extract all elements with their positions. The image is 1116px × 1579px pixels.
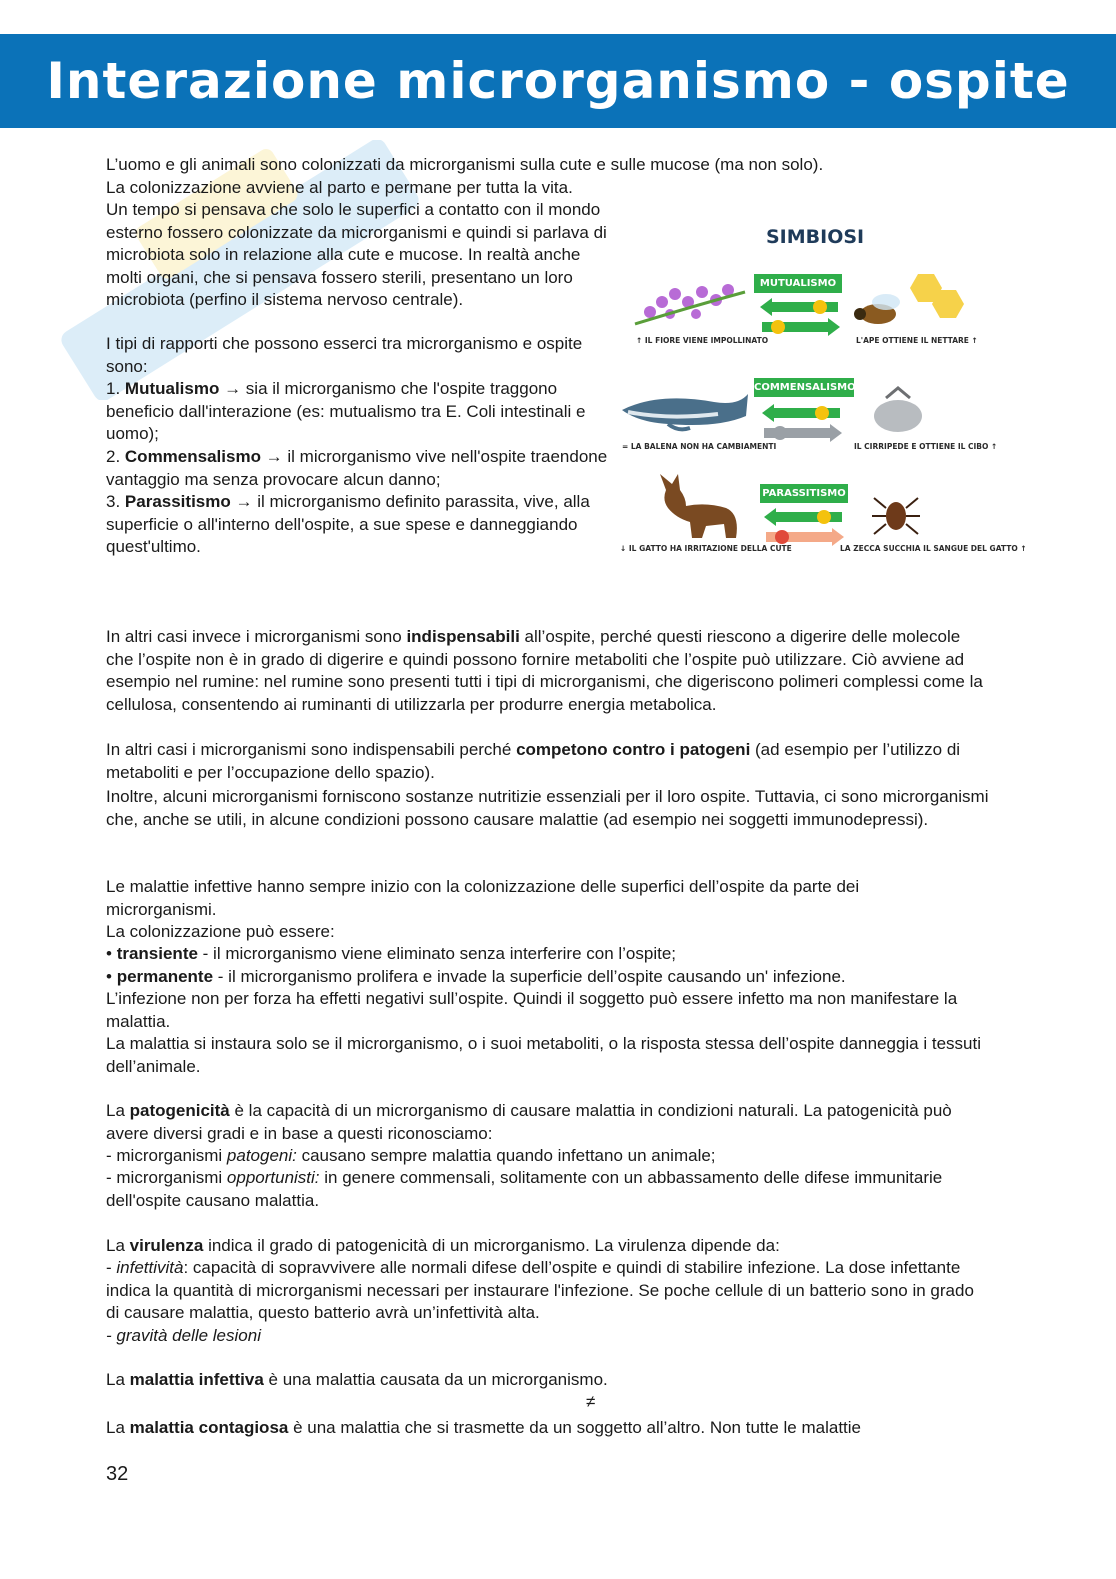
paragraph-malattia: La malattia si instaura solo se il microrganismo, o i suoi metaboliti, o la risposta stessa dell’ospite danneggia i tessuti dell’animale. <box>106 1034 981 1076</box>
term-virulenza: virulenza <box>129 1236 204 1255</box>
paragraph-malattia-infettiva: La malattia infettiva è una malattia causata da un microrganismo. <box>106 1370 608 1389</box>
paragraph-patogeni: In altri casi i microrganismi sono indispensabili perché competono contro i patogeni (ad esempio per l’utilizzo di metaboliti e per l’occupazione dello spazio). <box>106 740 961 782</box>
term-commensalismo: Commensalismo <box>124 447 261 466</box>
relation-mutualism: 1. Mutualismo → sia il microrganismo che l'ospite traggono beneficio dall'interazione (es: mutualismo tra E. Coli intestinali e uomo); <box>106 379 586 444</box>
list-patogeni: - microrganismi patogeni: causano sempre malattia quando infettano un animale; <box>106 1146 716 1165</box>
caption-bee: L'APE OTTIENE IL NETTARE ↑ <box>856 336 978 345</box>
colonizzazione-types-intro: La colonizzazione può essere: <box>106 922 335 941</box>
list-gravita: - gravità delle lesioni <box>106 1326 261 1345</box>
paragraph-indispensabili: In altri casi invece i microrganismi sono indispensabili all’ospite, perché questi riescono a digerire delle molecole che l’ospite non è in grado di digerire e quindi possono fornire metaboliti che l’ospite può utilizzare. Ciò avviene ad esempio nel rumine: nel rumine sono presenti tutti i tipi di microrganismi, che digeriscono polimeri complessi come la cellulosa, consentendo ai ruminanti di utilizzarla per produrre energia metabolica. <box>106 627 983 714</box>
relation-commensalism: 2. Commensalismo → il microrganismo vive nell'ospite traendone vantaggio ma senza provocare alcun danno; <box>106 447 608 489</box>
caption-barnacle: IL CIRRIPEDE E OTTIENE IL CIBO ↑ <box>854 442 998 451</box>
badge-commensalismo: COMMENSALISMO <box>754 378 854 397</box>
caption-whale: = LA BALENA NON HA CAMBIAMENTI <box>622 442 777 451</box>
commensalism-arrows <box>760 402 844 446</box>
flower-illustration <box>630 272 750 334</box>
paragraph-patogenicita: La patogenicità è la capacità di un microrganismo di causare malattia in condizioni naturali. La patogenicità può avere diversi gradi e in base a questi riconosciamo: <box>106 1101 952 1143</box>
caption-flower: ↑ IL FIORE VIENE IMPOLLINATO <box>636 336 769 345</box>
intro-paragraph: Un tempo si pensava che solo le superfici a contatto con il mondo esterno fossero colonizzate da microrganismi e quindi si parlava di microbiota solo in relazione alla cute e mucose. In realtà anche molti organi, che si pensava fossero sterili, presentano un loro microbiota (perfino il sistema nervoso centrale). <box>106 200 607 310</box>
mutualism-arrows <box>758 296 842 340</box>
term-patogenicita: patogenicità <box>129 1101 230 1120</box>
bullet-transiente: • transiente - il microrganismo viene eliminato senza interferire con l’ospite; <box>106 944 677 963</box>
badge-parassitismo: PARASSITISMO <box>760 484 848 503</box>
paragraph-nutritizie: Inoltre, alcuni microrganismi forniscono sostanze nutritizie essenziali per il loro ospite. Tuttavia, ci sono microrganismi che, anche se utili, in alcune condizioni possono causare malattie (ad esempio nei soggetti immunodepressi). <box>106 787 989 829</box>
list-infettivita: - infettività: capacità di sopravvivere alle normali difese dell’ospite e quindi di stabilire infezione. La dose infettante indica la quantità di microrganismi necessari per instaurare l'infezione. Se poche cellule di un batterio sono in grado di causare malattia, questo batterio avrà un’infettività alta. <box>106 1258 974 1323</box>
title-banner <box>0 34 1116 128</box>
caption-tick: LA ZECCA SUCCHIA IL SANGUE DEL GATTO ↑ <box>840 544 1027 553</box>
relations-intro: I tipi di rapporti che possono esserci tra microrganismo e ospite sono: <box>106 334 583 376</box>
symbiosis-figure <box>616 226 1027 562</box>
term-permanente: permanente <box>116 967 214 986</box>
paragraph-colonizzazione: Le malattie infettive hanno sempre inizio con la colonizzazione delle superfici dell’ospite da parte dei microrganismi. <box>106 877 860 919</box>
caption-cat: ↓ IL GATTO HA IRRITAZIONE DELLA CUTE <box>620 544 792 553</box>
term-transiente: transiente <box>116 944 198 963</box>
intro-line-2: La colonizzazione avviene al parto e permane per tutta la vita. <box>106 178 573 197</box>
relation-parasitism: 3. Parassitismo → il microrganismo definito parassita, vive, alla superficie o all'interno dell'ospite, a sue spese e danneggiando quest'ultimo. <box>106 492 590 557</box>
term-indispensabili: indispensabili <box>406 627 520 646</box>
badge-mutualismo: MUTUALISMO <box>754 274 842 293</box>
list-opportunisti: - microrganismi opportunisti: in genere commensali, solitamente con un abbassamento delle difese immunitarie dell'ospite causano malattia. <box>106 1168 943 1210</box>
bee-illustration <box>848 270 964 336</box>
term-malattia-contagiosa: malattia contagiosa <box>129 1418 289 1437</box>
paragraph-infezione: L’infezione non per forza ha effetti negativi sull’ospite. Quindi il soggetto può essere infetto ma non manifestare la malattia. <box>106 989 958 1031</box>
page-number: 32 <box>106 1463 129 1485</box>
not-equal-symbol: ≠ <box>586 1392 596 1411</box>
page-title: Interazione microrganismo - ospite <box>46 52 1070 110</box>
whale-illustration <box>618 384 752 440</box>
cat-illustration <box>646 468 746 542</box>
bullet-permanente: • permanente - il microrganismo prolifera e invade la superficie dell’ospite causando un' infezione. <box>106 967 846 986</box>
figure-title: SIMBIOSI <box>766 226 865 248</box>
term-parassitismo: Parassitismo <box>124 492 231 511</box>
term-mutualismo: Mutualismo <box>124 379 220 398</box>
barnacle-illustration <box>868 386 928 436</box>
intro-line-1: L’uomo e gli animali sono colonizzati da microrganismi sulla cute e sulle mucose (ma non solo). <box>106 155 824 174</box>
term-malattia-infettiva: malattia infettiva <box>129 1370 264 1389</box>
paragraph-malattia-contagiosa: La malattia contagiosa è una malattia che si trasmette da un soggetto all’altro. Non tutte le malattie <box>106 1418 862 1437</box>
tick-illustration <box>870 482 922 540</box>
paragraph-virulenza: La virulenza indica il grado di patogenicità di un microrganismo. La virulenza dipende da: <box>106 1236 780 1255</box>
term-competono: competono contro i patogeni <box>516 740 751 759</box>
